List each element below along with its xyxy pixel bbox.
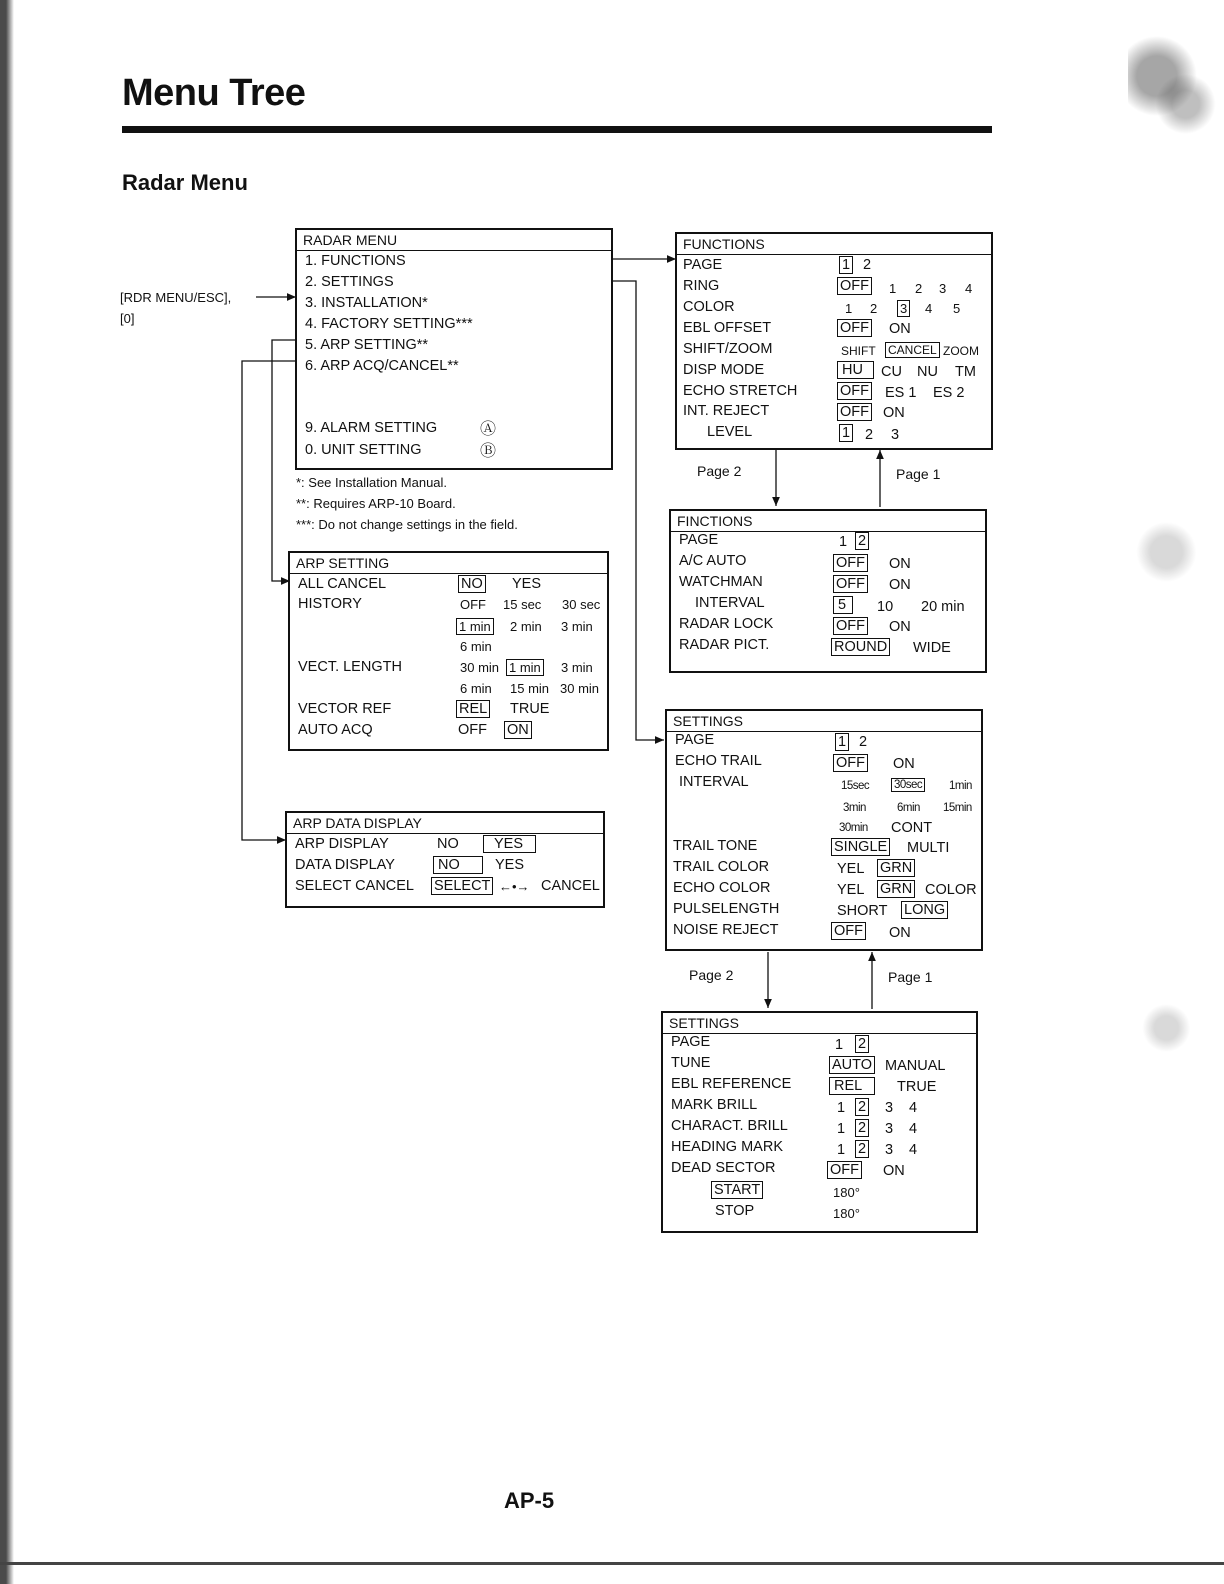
option[interactable]: 3 — [891, 427, 900, 443]
option[interactable]: CANCEL — [885, 342, 940, 358]
option[interactable]: SHORT — [837, 903, 888, 919]
option[interactable]: CANCEL — [541, 878, 600, 894]
option[interactable]: ON — [883, 405, 905, 421]
page1-link[interactable]: Page 1 — [896, 466, 941, 482]
option[interactable]: NO — [433, 856, 483, 874]
menu-item-unit-setting[interactable]: 0. UNIT SETTING — [305, 442, 422, 458]
row-label: INTERVAL — [679, 774, 749, 790]
option[interactable]: GRN — [877, 880, 915, 898]
row-label: EBL REFERENCE — [671, 1076, 792, 1092]
row-label: PAGE — [675, 732, 715, 748]
row-label: CHARACT. BRILL — [671, 1118, 788, 1134]
row-label: EBL OFFSET — [683, 320, 772, 336]
row-label: SHIFT/ZOOM — [683, 341, 773, 357]
menu-item-arp-setting[interactable]: 5. ARP SETTING** — [305, 337, 429, 353]
option[interactable]: 20 min — [921, 599, 965, 615]
option[interactable]: AUTO — [829, 1056, 875, 1074]
unit-marker: Ⓑ — [480, 443, 497, 460]
option[interactable]: OFF — [837, 382, 872, 400]
functions-header: FUNCTIONS — [677, 234, 991, 255]
option[interactable]: 15 min — [510, 681, 550, 696]
option[interactable]: 15min — [943, 802, 972, 814]
option[interactable]: 1 — [837, 1142, 846, 1158]
option[interactable]: 1 — [845, 301, 853, 316]
option[interactable]: 3min — [843, 802, 866, 814]
option[interactable]: HU — [837, 361, 874, 379]
option[interactable]: 180° — [833, 1185, 860, 1200]
row-label: INTERVAL — [695, 595, 765, 611]
arp-setting-box — [288, 551, 609, 751]
option[interactable]: 1 — [835, 733, 849, 751]
settings-header: SETTINGS — [667, 711, 981, 732]
option[interactable]: 6 min — [460, 639, 492, 654]
option[interactable]: SHIFT — [841, 344, 876, 358]
option[interactable]: OFF — [837, 403, 872, 421]
page2-link[interactable]: Page 2 — [689, 967, 734, 983]
option[interactable]: YES — [512, 576, 542, 592]
alarm-marker: Ⓐ — [480, 421, 497, 438]
option[interactable]: NU — [917, 364, 938, 380]
option[interactable]: 1 — [837, 1100, 846, 1116]
radar-menu-box — [295, 228, 613, 470]
option[interactable]: 1 — [835, 1037, 844, 1053]
row-label: DEAD SECTOR — [671, 1160, 776, 1176]
option[interactable]: 2 — [915, 281, 923, 296]
option[interactable]: 15 sec — [503, 597, 542, 612]
option[interactable]: ON — [504, 721, 532, 739]
option[interactable]: 2 — [855, 1035, 869, 1053]
option[interactable]: TRUE — [510, 701, 550, 717]
option-selected — [458, 575, 486, 593]
option[interactable]: 2 — [855, 532, 869, 550]
option[interactable]: CONT — [891, 820, 933, 836]
option[interactable]: YES — [483, 835, 536, 853]
row-label: COLOR — [683, 299, 735, 315]
option[interactable]: 1 — [837, 1121, 846, 1137]
option[interactable]: CU — [881, 364, 902, 380]
row-label: PAGE — [683, 257, 723, 273]
menu-item-functions[interactable]: 1. FUNCTIONS — [305, 253, 406, 269]
settings-page1-box — [665, 709, 983, 951]
option[interactable]: 1min — [949, 780, 972, 792]
option[interactable]: 1 min — [456, 618, 494, 635]
row-label: PAGE — [671, 1034, 711, 1050]
menu-item-factory-setting[interactable]: 4. FACTORY SETTING*** — [305, 316, 473, 332]
option[interactable]: LONG — [901, 901, 948, 919]
option[interactable]: OFF — [827, 1161, 862, 1179]
option[interactable]: 2 — [863, 257, 872, 273]
row-label: VECTOR REF — [298, 701, 392, 717]
option[interactable]: 2 — [870, 301, 878, 316]
row-label: RADAR LOCK — [679, 616, 774, 632]
row-label: ECHO STRETCH — [683, 383, 798, 399]
option[interactable]: OFF — [458, 722, 487, 738]
option[interactable]: MULTI — [907, 840, 950, 856]
row-label: RADAR PICT. — [679, 637, 770, 653]
option[interactable]: 2 min — [510, 619, 542, 634]
row-label: ALL CANCEL — [298, 576, 387, 592]
option[interactable]: 2 — [865, 427, 874, 443]
option[interactable]: MANUAL — [885, 1058, 946, 1074]
row-label: HEADING MARK — [671, 1139, 783, 1155]
row-label: ARP DISPLAY — [295, 836, 389, 852]
row-label: DISP MODE — [683, 362, 765, 378]
row-label: TUNE — [671, 1055, 711, 1071]
option[interactable]: 3 — [885, 1142, 894, 1158]
option[interactable]: 10 — [877, 599, 894, 615]
option[interactable]: SELECT — [431, 877, 493, 895]
option[interactable]: 6min — [897, 802, 920, 814]
option[interactable]: 5 — [953, 301, 961, 316]
footnote: ***: Do not change settings in the field. — [296, 517, 518, 532]
option[interactable]: ZOOM — [943, 344, 979, 358]
option[interactable]: ON — [889, 925, 911, 941]
row-label: ECHO COLOR — [673, 880, 771, 896]
footnote: *: See Installation Manual. — [296, 475, 448, 490]
footnote: **: Requires ARP-10 Board. — [296, 496, 456, 511]
row-label: PAGE — [679, 532, 719, 548]
functions-page2-box — [669, 509, 987, 673]
option[interactable]: 2 — [855, 1119, 869, 1137]
option[interactable]: SINGLE — [831, 838, 890, 856]
settings-page2-box — [661, 1011, 978, 1233]
menu-item-settings[interactable]: 2. SETTINGS — [305, 274, 394, 290]
option[interactable]: 3 — [897, 300, 910, 317]
row-label: PULSELENGTH — [673, 901, 780, 917]
option[interactable]: 3 — [939, 281, 947, 296]
option[interactable]: 30min — [839, 822, 868, 834]
section-title: Radar Menu — [122, 170, 248, 195]
option[interactable]: YEL — [837, 861, 865, 877]
option[interactable]: 4 — [925, 301, 933, 316]
option[interactable]: COLOR — [925, 882, 977, 898]
option[interactable]: ON — [889, 577, 911, 593]
entry-key-label: [RDR MENU/ESC], — [120, 290, 232, 305]
option[interactable]: ON — [883, 1163, 905, 1179]
option[interactable]: 2 — [859, 734, 868, 750]
option[interactable]: 1 — [839, 424, 853, 442]
start-label[interactable]: START — [711, 1181, 763, 1199]
option[interactable]: 1 — [839, 256, 853, 274]
radar-menu-header: RADAR MENU — [297, 230, 611, 251]
option[interactable]: 6 min — [460, 681, 492, 696]
entry-key-label-alt: [0] — [120, 311, 135, 326]
row-label: INT. REJECT — [683, 403, 770, 419]
row-label: DATA DISPLAY — [295, 857, 395, 873]
row-label: TRAIL COLOR — [673, 859, 770, 875]
row-label: VECT. LENGTH — [298, 659, 402, 675]
toggle-arrow: ←•→ — [499, 879, 530, 894]
option[interactable]: YES — [495, 857, 525, 873]
page-number: AP-5 — [504, 1488, 555, 1513]
option[interactable]: ES 1 — [885, 385, 917, 401]
option[interactable]: ROUND — [831, 638, 890, 656]
option[interactable]: OFF — [831, 922, 866, 940]
option[interactable]: 180° — [833, 1206, 860, 1221]
arp-data-display-box — [285, 811, 605, 908]
option[interactable]: TM — [955, 364, 976, 380]
option[interactable]: 3 — [885, 1121, 894, 1137]
option[interactable]: ON — [893, 756, 915, 772]
option[interactable]: 5 — [833, 596, 853, 614]
option[interactable]: YEL — [837, 882, 865, 898]
option[interactable]: NO — [458, 575, 486, 593]
option[interactable]: GRN — [877, 859, 915, 877]
option[interactable]: 1 min — [506, 659, 544, 676]
option[interactable]: 2 — [855, 1140, 869, 1158]
option[interactable]: 4 — [909, 1100, 918, 1116]
option[interactable]: REL — [456, 700, 490, 718]
option[interactable]: 30 min — [560, 681, 600, 696]
option[interactable]: 30 sec — [562, 597, 601, 612]
option[interactable]: NO — [437, 836, 459, 852]
option[interactable]: 1 — [839, 534, 848, 550]
option[interactable]: OFF — [460, 597, 486, 612]
row-label: ECHO TRAIL — [675, 753, 762, 769]
row-label: STOP — [715, 1203, 755, 1219]
option[interactable]: 3 min — [561, 660, 593, 675]
option[interactable]: 3 min — [561, 619, 593, 634]
row-label: WATCHMAN — [679, 574, 763, 590]
row-label: AUTO ACQ — [298, 722, 373, 738]
menu-item-installation[interactable]: 3. INSTALLATION* — [305, 295, 428, 311]
option[interactable]: ON — [889, 321, 911, 337]
menu-item-alarm-setting[interactable]: 9. ALARM SETTING — [305, 420, 438, 436]
option[interactable]: 4 — [965, 281, 973, 296]
option[interactable]: ES 2 — [933, 385, 965, 401]
option[interactable]: 3 — [885, 1100, 894, 1116]
page2-link[interactable]: Page 2 — [697, 463, 742, 479]
option[interactable]: 1 — [889, 281, 897, 296]
option[interactable]: OFF — [837, 277, 872, 295]
row-label: RING — [683, 278, 720, 294]
row-label: A/C AUTO — [679, 553, 747, 569]
option[interactable]: 30sec — [891, 778, 925, 792]
option[interactable]: 15sec — [841, 780, 870, 792]
arp-data-display-header: ARP DATA DISPLAY — [287, 813, 603, 834]
row-label: SELECT CANCEL — [295, 878, 414, 894]
functions-page1-box — [675, 232, 993, 450]
option[interactable]: 4 — [909, 1142, 918, 1158]
option[interactable]: ON — [889, 619, 911, 635]
row-label: NOISE REJECT — [673, 922, 779, 938]
option[interactable]: OFF — [833, 754, 868, 772]
row-label: LEVEL — [707, 424, 753, 440]
option[interactable]: 30 min — [460, 660, 500, 675]
option[interactable]: REL — [829, 1077, 875, 1095]
option[interactable]: 2 — [855, 1098, 869, 1116]
functions-header: FINCTIONS — [671, 511, 985, 532]
option[interactable]: ON — [889, 556, 911, 572]
row-label: TRAIL TONE — [673, 838, 758, 854]
option[interactable]: WIDE — [913, 640, 951, 656]
option[interactable]: OFF — [833, 575, 868, 593]
settings-header: SETTINGS — [663, 1013, 976, 1034]
page-title: Menu Tree — [122, 72, 306, 114]
menu-item-arp-acq-cancel[interactable]: 6. ARP ACQ/CANCEL** — [305, 358, 459, 374]
arp-setting-header: ARP SETTING — [290, 553, 607, 574]
option[interactable]: TRUE — [897, 1079, 937, 1095]
option[interactable]: OFF — [833, 617, 868, 635]
row-label: HISTORY — [298, 596, 362, 612]
row-label: MARK BRILL — [671, 1097, 758, 1113]
option[interactable]: OFF — [833, 554, 868, 572]
page1-link[interactable]: Page 1 — [888, 969, 933, 985]
option[interactable]: OFF — [837, 319, 872, 337]
option[interactable]: 4 — [909, 1121, 918, 1137]
